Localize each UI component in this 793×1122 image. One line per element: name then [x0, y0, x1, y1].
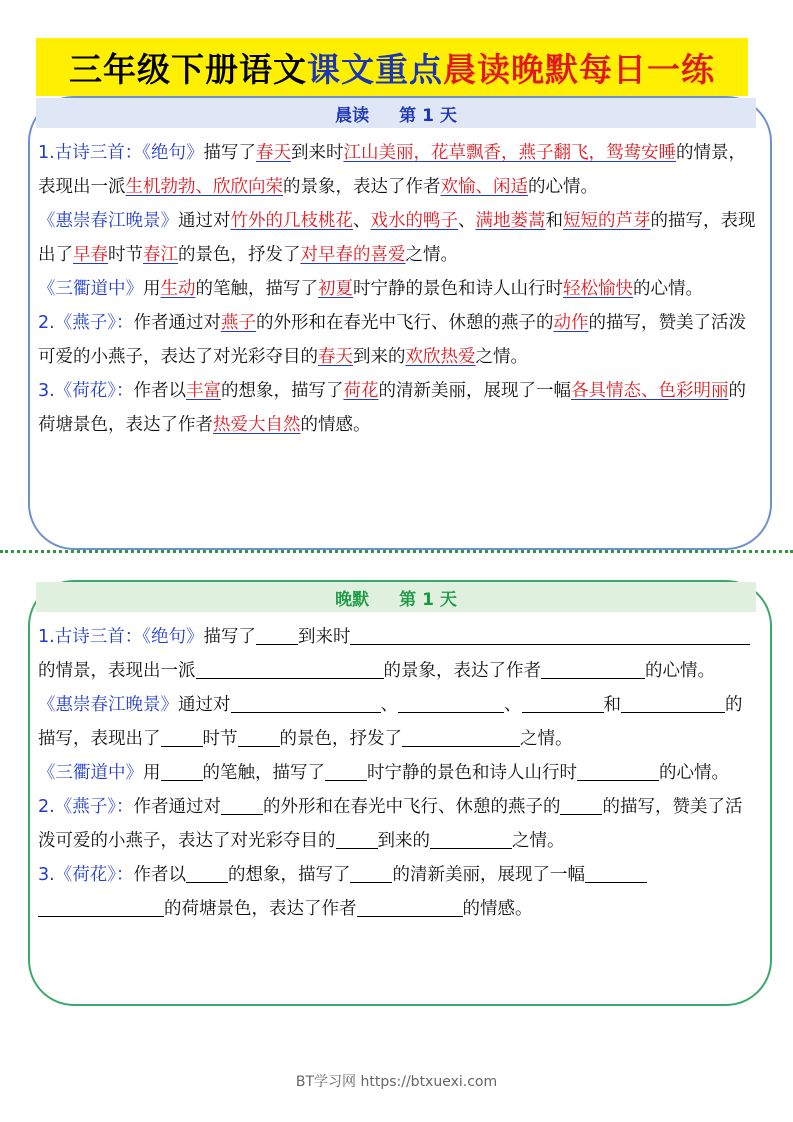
morning-label: 晨读: [335, 105, 370, 126]
fill-blank[interactable]: [231, 692, 381, 713]
answer-text: 荷花: [343, 381, 379, 401]
answer-text: 竹外的几枝桃花: [230, 211, 353, 231]
fill-blank[interactable]: [430, 828, 512, 849]
body-text: 的外形和在春光中飞行、休憩的燕子的: [262, 797, 561, 817]
fill-blank[interactable]: [522, 692, 604, 713]
item-heading: 《三衢道中》: [38, 763, 143, 783]
body-text: 、: [380, 695, 398, 715]
fill-blank[interactable]: [221, 794, 263, 815]
body-text: 描写了: [203, 143, 256, 163]
body-text: 之情。: [512, 831, 565, 851]
fill-blank[interactable]: [186, 862, 228, 883]
body-text: 到来的: [353, 347, 406, 367]
body-text: 用: [143, 279, 161, 299]
body-text: 作者以: [133, 865, 186, 885]
answer-text: 春天: [255, 143, 291, 163]
fill-blank[interactable]: [585, 862, 647, 883]
fill-blank[interactable]: [402, 726, 520, 747]
evening-item-yanzi: [38, 790, 756, 858]
evening-item-jueju: [38, 620, 756, 688]
body-text: 通过对: [178, 211, 231, 231]
body-text: 的清新美丽，展现了一幅: [378, 381, 571, 401]
fill-blank[interactable]: [621, 692, 703, 713]
body-text: 的荷塘景色，表达了作者: [38, 381, 746, 435]
item-heading: 1.古诗三首：《绝句》: [38, 143, 204, 163]
body-text: 的描写，赞美了活泼可爱的小燕子，表达了对光彩夺目的: [38, 313, 746, 367]
body-text: 的笔触，描写了: [195, 279, 318, 299]
answer-text: 燕子: [220, 313, 256, 333]
morning-item-sanqu: [38, 272, 756, 306]
body-text: 的情感。: [300, 415, 371, 435]
body-text: 的景象，表达了作者: [383, 661, 541, 681]
body-text: 描写了: [203, 627, 256, 647]
item-heading: 《三衢道中》: [38, 279, 143, 299]
morning-header: [36, 98, 756, 128]
body-text: 到来时: [297, 627, 351, 647]
answer-text: 欢愉、闲适: [440, 177, 528, 197]
title-banner: [36, 38, 748, 96]
body-text: 作者通过对: [133, 313, 221, 333]
body-text: 之情。: [520, 729, 573, 749]
body-text: 的心情。: [645, 661, 715, 681]
fill-blank[interactable]: [703, 692, 725, 713]
answer-text: 春江: [143, 245, 178, 265]
body-text: 到来时: [290, 143, 344, 163]
fill-blank[interactable]: [325, 760, 367, 781]
answer-text: 春天: [318, 347, 353, 367]
body-text: 的荷塘景色，表达了作者: [164, 899, 357, 919]
answer-text: 生动: [160, 279, 196, 299]
body-text: 的外形和在春光中飞行、休憩的燕子的: [255, 313, 554, 333]
body-text: 的清新美丽，展现了一幅: [392, 865, 585, 885]
answer-text: 欢欣热爱: [405, 347, 476, 367]
answer-text: 对早春的喜爱: [300, 245, 406, 265]
fill-blank[interactable]: [357, 896, 463, 917]
body-text: 的景色，抒发了: [178, 245, 301, 265]
evening-item-hehua: [38, 858, 756, 926]
fill-blank[interactable]: [560, 794, 602, 815]
fill-blank[interactable]: [161, 726, 203, 747]
fill-blank[interactable]: [350, 624, 690, 645]
item-heading: 3.《荷花》：: [38, 381, 134, 401]
body-text: 之情。: [405, 245, 458, 265]
answer-text: 丰富: [185, 381, 221, 401]
answer-text: 生机勃勃、欣欣向荣: [125, 177, 283, 197]
answer-text: 戏水的鸭子: [370, 211, 458, 231]
body-text: 的心情。: [528, 177, 598, 197]
body-text: 到来的: [377, 831, 430, 851]
page-title: 三年级下册语文课文重点晨读晚默每日一练: [69, 49, 715, 89]
item-heading: 《惠崇春江晚景》: [38, 211, 178, 231]
fill-blank[interactable]: [238, 726, 280, 747]
item-heading: 2.《燕子》：: [38, 797, 134, 817]
fill-blank[interactable]: [38, 896, 164, 917]
body-text: 的心情。: [659, 763, 729, 783]
body-text: 时节: [108, 245, 143, 265]
body-text: 和: [545, 211, 563, 231]
body-text: 的情感。: [462, 899, 533, 919]
fill-blank[interactable]: [577, 760, 659, 781]
item-heading: 1.古诗三首：《绝句》: [38, 627, 204, 647]
body-text: 的情景，表现出一派: [38, 661, 196, 681]
body-text: 时节: [202, 729, 238, 749]
section-divider: [0, 550, 793, 553]
body-text: 、: [458, 211, 476, 231]
fill-blank[interactable]: [336, 828, 378, 849]
evening-header: [36, 582, 756, 612]
fill-blank[interactable]: [256, 624, 298, 645]
evening-item-huichong: [38, 688, 756, 756]
body-text: 时宁静的景色和诗人山行时: [353, 279, 563, 299]
evening-item-sanqu: [38, 756, 756, 790]
body-text: 用: [143, 763, 161, 783]
item-heading: 2.《燕子》：: [38, 313, 134, 333]
body-text: 的心情。: [633, 279, 703, 299]
fill-blank[interactable]: [690, 624, 750, 645]
body-text: 之情。: [475, 347, 528, 367]
body-text: 的想象，描写了: [220, 381, 344, 401]
answer-text: 江山美丽，花草飘香，燕子翻飞，鸳鸯安睡: [343, 143, 676, 163]
item-heading: 3.《荷花》：: [38, 865, 134, 885]
answer-text: 初夏: [318, 279, 353, 299]
body-text: 的笔触，描写了: [202, 763, 325, 783]
body-text: 、: [353, 211, 371, 231]
morning-text: [38, 136, 756, 442]
evening-text: [38, 620, 756, 926]
evening-day: 第 1 天: [399, 589, 457, 610]
item-heading: 《惠崇春江晚景》: [38, 695, 178, 715]
fill-blank[interactable]: [350, 862, 392, 883]
morning-item-yanzi: [38, 306, 756, 374]
answer-text: 满地蒌蒿: [475, 211, 546, 231]
morning-item-hehua: [38, 374, 756, 442]
body-text: 、: [504, 695, 522, 715]
fill-blank[interactable]: [398, 692, 504, 713]
body-text: 通过对: [178, 695, 231, 715]
answer-text: 短短的芦芽: [563, 211, 651, 231]
body-text: 时宁静的景色和诗人山行时: [367, 763, 577, 783]
body-text: 和: [603, 695, 621, 715]
footer-source: BT学习网 https://btxuexi.com: [295, 1074, 498, 1090]
answer-text: 各具情态、色彩明丽: [570, 381, 729, 401]
body-text: 作者通过对: [133, 797, 221, 817]
fill-blank[interactable]: [196, 658, 384, 679]
body-text: 的想象，描写了: [227, 865, 351, 885]
body-text: 写，赞美了活泼可爱的小燕子，表达了对光彩夺目的: [38, 797, 743, 851]
morning-item-huichong: [38, 204, 756, 272]
body-text: 的情景，表现出一派: [38, 143, 746, 197]
answer-text: 热爱大自然: [213, 415, 301, 435]
morning-item-jueju: [38, 136, 756, 204]
answer-text: 动作: [553, 313, 589, 333]
morning-day: 第 1 天: [399, 105, 457, 126]
fill-blank[interactable]: [623, 658, 645, 679]
answer-text: 轻松愉快: [563, 279, 633, 299]
answer-text: 早春: [73, 245, 108, 265]
body-text: 作者以: [133, 381, 186, 401]
body-text: 的描写，表现出了: [38, 211, 756, 265]
fill-blank[interactable]: [161, 760, 203, 781]
body-text: 的景象，表达了作者: [283, 177, 441, 197]
body-text: 的景色，抒发了: [279, 729, 402, 749]
body-text: 的描写，表现出了: [38, 695, 743, 749]
evening-label: 晚默: [335, 589, 370, 610]
fill-blank[interactable]: [541, 658, 623, 679]
body-text: 的描: [602, 797, 638, 817]
